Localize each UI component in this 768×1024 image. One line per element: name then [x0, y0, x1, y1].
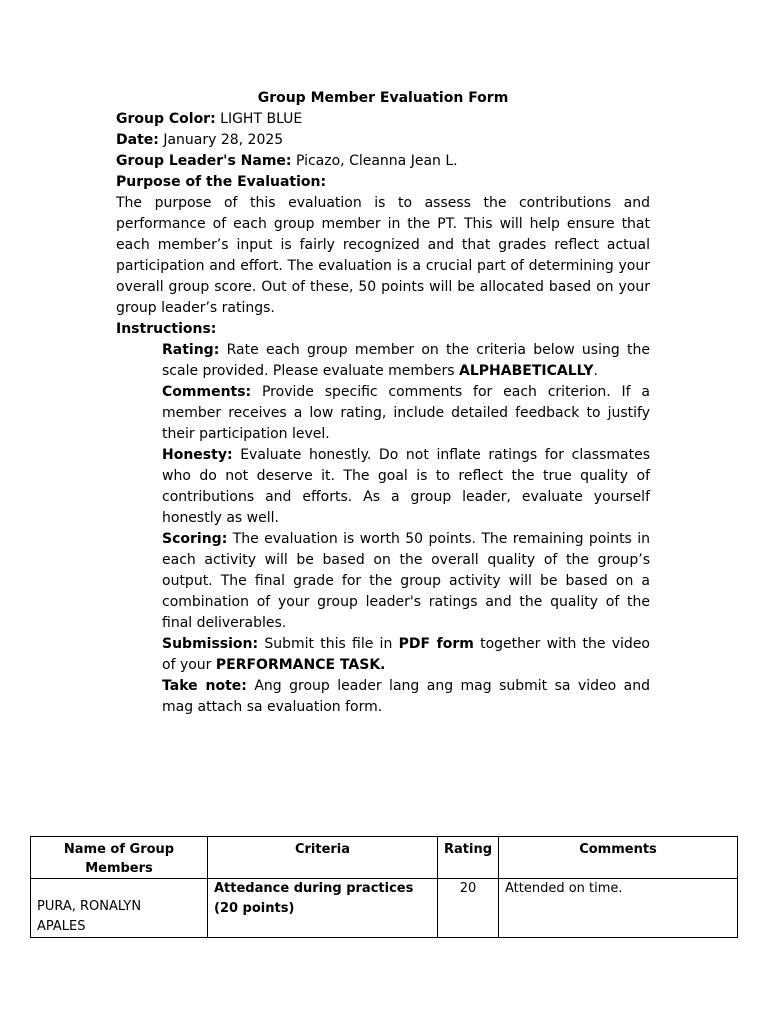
header-comments: Comments	[499, 837, 738, 879]
take-note-text: Ang group leader lang ang mag submit sa video and mag attach sa evaluation form.	[162, 678, 650, 715]
purpose-paragraph: The purpose of this evaluation is to assess the contributions and performance of each group member in the PT. This will help ensure that each member’s input is fairly recognized and that grades reflect actual participation and effort. The evaluation is a crucial part of determining your overall group score. Out of these, 50 points will be allocated based on your group leader’s ratings.	[116, 195, 650, 316]
submission-emphasis-1: PDF form	[398, 636, 474, 652]
date-label: Date:	[116, 132, 159, 148]
table-header-row	[31, 837, 738, 879]
rating-label: Rating:	[162, 342, 220, 358]
group-color-value: LIGHT BLUE	[220, 111, 303, 127]
criteria-cell	[208, 879, 438, 938]
take-note-label: Take note:	[162, 678, 247, 694]
submission-text-1: Submit this file in	[264, 636, 393, 652]
rating-end: .	[593, 363, 598, 379]
member-name: PURA, RONALYN APALES	[37, 899, 142, 934]
instruction-scoring	[162, 529, 650, 634]
instruction-honesty	[162, 445, 650, 529]
honesty-label: Honesty:	[162, 447, 233, 463]
criteria-text: Attedance during practices (20 points)	[214, 881, 414, 916]
comments-cell: Attended on time.	[499, 879, 738, 938]
date-value: January 28, 2025	[163, 132, 284, 148]
group-leader-line	[116, 151, 650, 172]
group-leader-value: Picazo, Cleanna Jean L.	[295, 153, 458, 169]
member-name-cell	[31, 879, 208, 938]
table-body	[31, 879, 738, 938]
submission-label: Submission:	[162, 636, 259, 652]
header-name: Name of Group Members	[31, 837, 208, 879]
table-row	[31, 879, 738, 938]
comments-label: Comments:	[162, 384, 252, 400]
header-rating: Rating	[438, 837, 499, 879]
date-line	[116, 130, 650, 151]
form-title: Group Member Evaluation Form	[257, 90, 509, 106]
instruction-take-note	[162, 676, 650, 718]
submission-emphasis-2: PERFORMANCE TASK.	[215, 657, 386, 673]
honesty-text: Evaluate honestly. Do not inflate ratings for classmates who do not deserve it. The goal is to reflect the true quality of contributions and efforts. As a group leader, evaluate yourself honestly as well.	[162, 447, 650, 526]
purpose-heading: Purpose of the Evaluation:	[116, 174, 327, 190]
instruction-submission	[162, 634, 650, 676]
rating-cell: 20	[438, 879, 499, 938]
group-leader-label: Group Leader's Name:	[116, 153, 292, 169]
instructions-heading: Instructions:	[116, 321, 217, 337]
scoring-label: Scoring:	[162, 531, 228, 547]
evaluation-table	[30, 836, 738, 938]
instruction-comments	[162, 382, 650, 445]
table-header	[31, 837, 738, 879]
group-color-label: Group Color:	[116, 111, 216, 127]
comments-text: Provide specific comments for each criterion. If a member receives a low rating, include detailed feedback to justify their participation level.	[162, 384, 650, 442]
rating-text: Rate each group member on the criteria below using the scale provided. Please evaluate members	[162, 342, 650, 379]
header-criteria: Criteria	[208, 837, 438, 879]
instruction-rating	[162, 340, 650, 382]
rating-emphasis: ALPHABETICALLY	[459, 363, 594, 379]
form-body	[116, 88, 650, 718]
scoring-text: The evaluation is worth 50 points. The remaining points in each activity will be based on the overall quality of the group’s output. The final grade for the group activity will be based on a combination of your group leader's ratings and the quality of the final deliverables.	[162, 531, 651, 631]
group-color-line	[116, 109, 650, 130]
submission-text-2: together with the video of your	[162, 636, 650, 673]
